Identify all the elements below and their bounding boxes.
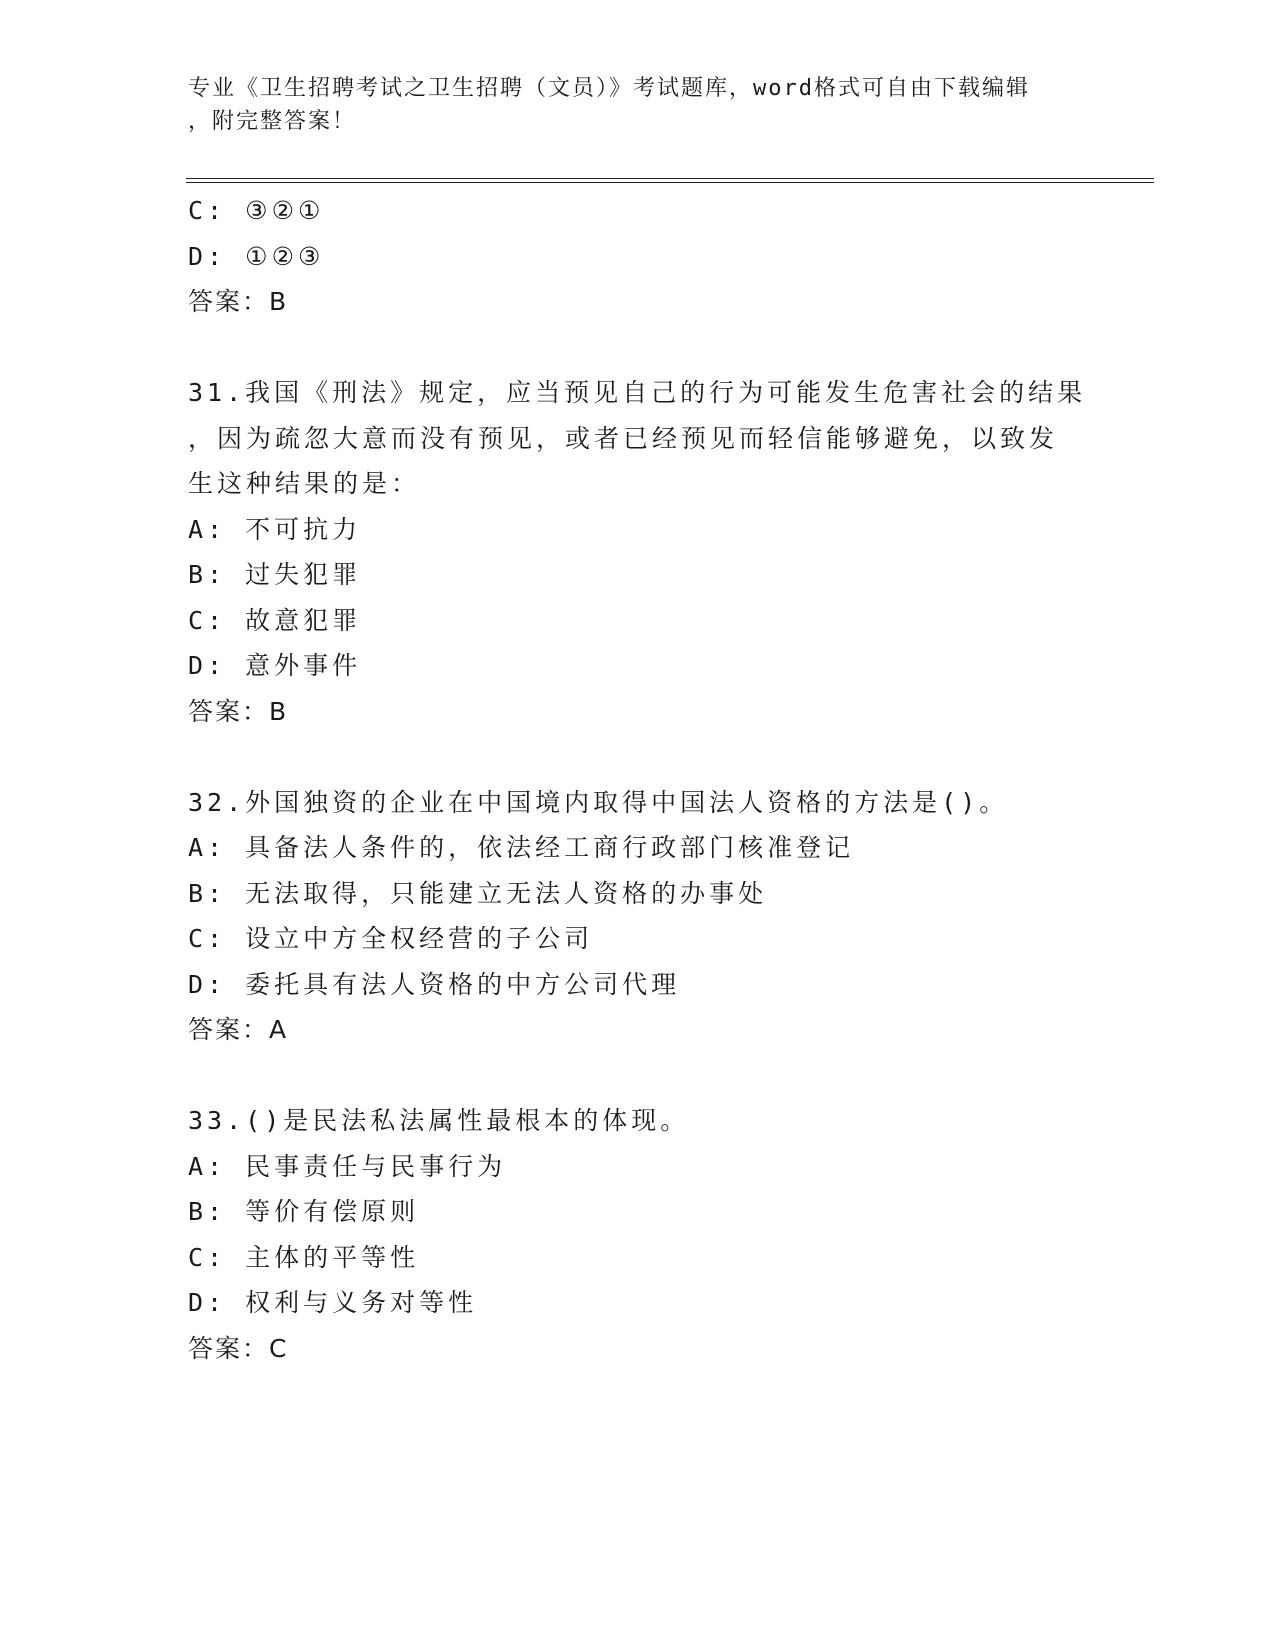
- spacer: [188, 734, 1088, 780]
- header-line-1: 专业《卫生招聘考试之卫生招聘（文员）》考试题库，word格式可自由下载编辑: [188, 76, 1030, 101]
- option-d: D: 意外事件: [188, 651, 362, 680]
- option-c: C: 设立中方全权经营的子公司: [188, 924, 594, 953]
- header-divider-top: [186, 178, 1154, 179]
- option-a: A: 民事责任与民事行为: [188, 1151, 507, 1181]
- option-d: D: 委托具有法人资格的中方公司代理: [188, 969, 681, 999]
- question-stem-line: 32.外国独资的企业在中国境内取得中国法人资格的方法是()。: [188, 787, 1009, 817]
- question-stem-line: 生这种结果的是：: [188, 469, 421, 498]
- question-list: [188, 188, 1088, 1371]
- spacer: [188, 325, 1088, 371]
- answer: 答案：C: [188, 1333, 289, 1363]
- option-d: D: ①②③: [188, 241, 325, 271]
- header-divider-bottom: [186, 182, 1154, 183]
- answer: 答案：B: [188, 696, 289, 726]
- option-a: A: 不可抗力: [188, 514, 362, 544]
- option-c: C: 主体的平等性: [188, 1242, 420, 1272]
- question-stem-line: 33.()是民法私法属性最根本的体现。: [188, 1106, 690, 1135]
- question-stem-line: ，因为疏忽大意而没有预见，或者已经预见而轻信能够避免，以致发: [188, 423, 1059, 453]
- spacer: [188, 1053, 1088, 1099]
- option-c: C: ③②①: [188, 196, 325, 225]
- option-b: B: 等价有偿原则: [188, 1197, 420, 1226]
- answer: 答案：A: [188, 1015, 289, 1044]
- option-b: B: 无法取得，只能建立无法人资格的办事处: [188, 878, 768, 908]
- question-stem-line: 31.我国《刑法》规定，应当预见自己的行为可能发生危害社会的结果: [188, 378, 1087, 407]
- header-line-2: ，附完整答案！: [188, 109, 357, 134]
- option-d: D: 权利与义务对等性: [188, 1288, 478, 1317]
- document-header: [188, 72, 1068, 138]
- option-b: B: 过失犯罪: [188, 560, 362, 589]
- option-c: C: 故意犯罪: [188, 605, 362, 635]
- option-a: A: 具备法人条件的，依法经工商行政部门核准登记: [188, 833, 855, 862]
- answer: 答案：B: [188, 287, 289, 316]
